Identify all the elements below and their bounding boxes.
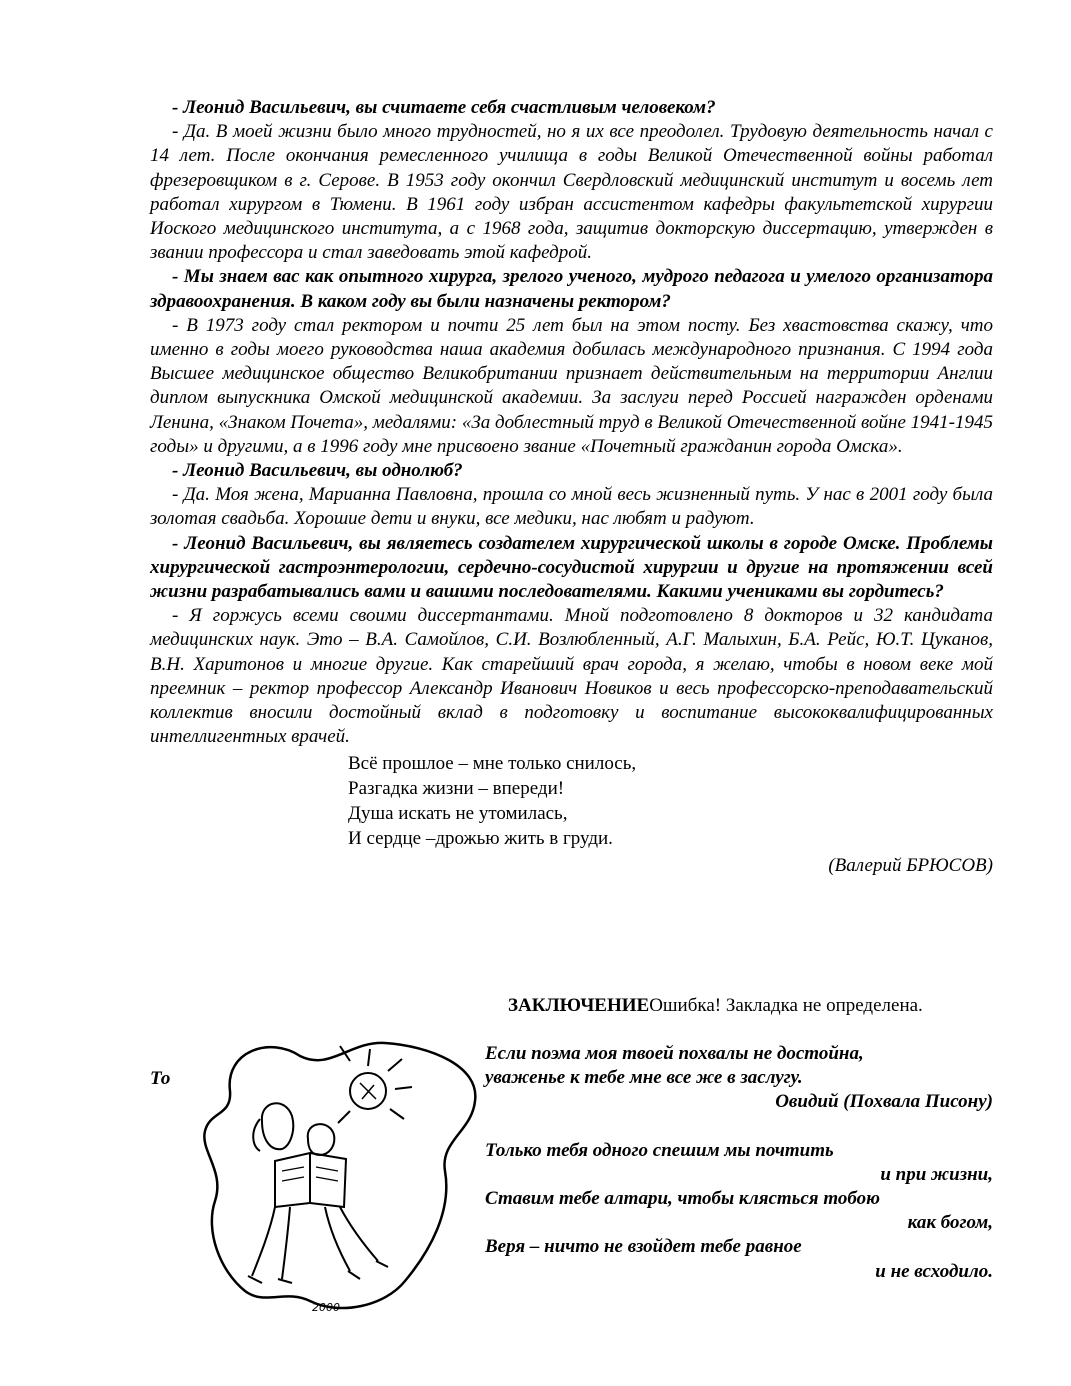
epigraph-line: Ставим тебе алтари, чтобы клясться тобою: [485, 1188, 880, 1210]
poem-line: Всё прошлое – мне только снилось,: [348, 753, 637, 775]
reading-couple-illustration: [190, 1021, 490, 1321]
conclusion-heading: [508, 993, 923, 1018]
epigraph-line: Веря – ничто не взойдет тебе равное: [485, 1236, 802, 1258]
epigraph-author: Овидий (Похвала Писону): [775, 1091, 993, 1113]
interview-question: - Леонид Васильевич, вы являетесь создателем хирургической школы в городе Омске. Проблемы хирургической гастроэнтерологии, сердечно-сосудистой хирургии и другие на протяжении всей жизни разрабатывались вами и вашими последователями. Какими учениками вы гордитесь?: [150, 532, 993, 603]
interview-answer: - В 1973 году стал ректором и почти 25 лет был на этом посту. Без хвастовства скажу, что именно в годы моего руководства наша академия добилась международного признания. С 1994 года Высшее медицинское общество Великобритании признает действительным на территории Англии диплом выпускника Омской медицинской академии. За заслуги перед Россией награжден орденами Ленина, «Знаком Почета», медалями: «За доблестный труд в Великой Отечественной войне 1941-1945 годы» и другими, а в 1996 году мне присвоено звание «Почетный гражданин города Омска».: [150, 314, 993, 457]
epigraph-line: Если поэма моя твоей похвалы не достойна,: [485, 1043, 864, 1064]
interview: [150, 96, 993, 749]
epigraph-line: и не всходило.: [875, 1260, 993, 1282]
epigraph-line: и при жизни,: [880, 1163, 993, 1185]
conclusion-title: ЗАКЛЮЧЕНИЕ: [508, 995, 650, 1016]
poem-author: (Валерий БРЮСОВ): [828, 855, 993, 877]
epigraph: [485, 1042, 993, 1284]
interview-question: - Леонид Васильевич, вы считаете себя счастливым человеком?: [172, 97, 716, 118]
poem-line: Душа искать не утомилась,: [348, 803, 568, 825]
illustration-signature: 2000: [312, 1301, 340, 1314]
bookmark-error-text: Ошибка! Закладка не определена.: [649, 995, 923, 1016]
poem-line: И сердце –дрожью жить в груди.: [348, 828, 613, 850]
conclusion-section: [0, 993, 1071, 1386]
epigraph-line: Только тебя одного спешим мы почтить: [485, 1139, 834, 1161]
page-body: [150, 96, 993, 878]
epigraph-line: уваженье к тебе мне все же в заслугу.: [485, 1067, 803, 1089]
epigraph-line: как богом,: [907, 1212, 993, 1234]
poem: [348, 751, 993, 851]
interview-answer: - Да. Моя жена, Марианна Павловна, прошла со мной весь жизненный путь. У нас в 2001 году была золотая свадьба. Хорошие дети и внуки, все медики, нас любят и радуют.: [150, 484, 993, 530]
interview-question: - Леонид Васильевич, вы однолюб?: [172, 460, 463, 482]
poem-line: Разгадка жизни – впереди!: [348, 778, 565, 800]
interview-answer: - Да. В моей жизни было много трудностей, но я их все преодолел. Трудовую деятельность начал с 14 лет. После окончания ремесленного училища в годы Великой Отечественной войны работал фрезеровщиком в г. Серове. В 1953 году окончил Свердловский медицинский институт и восемь лет работал хирургом в Тюмени. В 1961 году избран ассистентом кафедры факультетской хирургии Иоского медицинского института, а с 1968 года, защитив докторскую диссертацию, утвержден в звании профессора и стал заведовать этой кафедрой.: [150, 121, 993, 264]
interview-question: - Мы знаем вас как опытного хирурга, зрелого ученого, мудрого педагога и умелого организатора здравоохранения. В каком году вы были назначены ректором?: [150, 266, 993, 312]
interview-answer: - Я горжусь всеми своими диссертантами. Мной подготовлено 8 докторов и 32 кандидата медицинских наук. Это – В.А. Самойлов, С.И. Возлюбленный, А.Г. Малыхин, Б.А. Рейс, Ю.Т. Цуканов, В.Н. Харитонов и многие другие. Как старейший врач города, я желаю, чтобы в новом веке мой преемник – ректор профессор Александр Иванович Новиков и весь профессорско-преподавательский коллектив вносили достойный вклад в подготовку и воспитание высококвалифицированных интеллигентных врачей.: [150, 605, 993, 748]
to-label: То: [150, 1068, 171, 1089]
